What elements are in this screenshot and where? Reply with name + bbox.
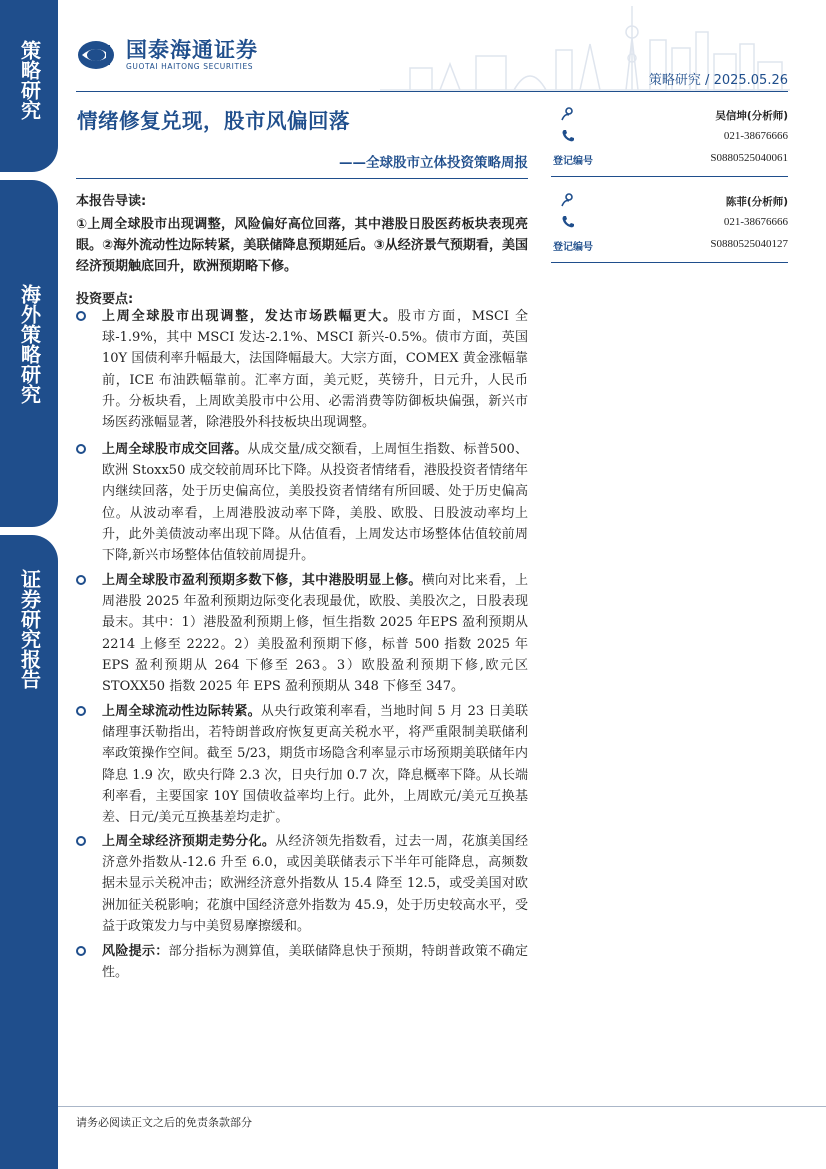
key-point-4 xyxy=(76,701,528,828)
guide-heading: 本报告导读: xyxy=(76,194,147,209)
risk-warning-text: 部分指标为测算值，美联储降息快于预期，特朗普政策不确定性。 xyxy=(102,944,528,981)
bullet-icon xyxy=(76,706,86,716)
bullet-icon xyxy=(76,444,86,454)
report-category-date: 策略研究 / 2025.05.26 xyxy=(648,73,788,88)
title-divider xyxy=(76,178,528,179)
registration-number: S0880525040061 xyxy=(710,152,788,164)
analyst-divider xyxy=(551,176,788,177)
key-point-text: 从央行政策利率看，当地时间 5 月 23 日美联储理事沃勒指出，若特朗普政府恢复更高关税水平，将严重限制美联储利率政策操作空间。截至 5/23，期货市场隐含利率显示市场预期美联储年内降息 1.9 次，欧央行降 2.3 次，日央行加 0.7 次，降息概率下降。从长端利率看，主要国家 10Y 国债收益率均上行。此外，上周欧元/美元互换基差、日元/美元互换基差均走扩。 xyxy=(102,704,528,826)
bullet-icon xyxy=(76,311,86,321)
analyst-name: 吴信坤(分析师) xyxy=(715,110,788,122)
bullet-icon xyxy=(76,836,86,846)
key-point-lead: 上周全球股市盈利预期多数下修，其中港股明显上修。 xyxy=(102,573,422,588)
key-point-text: 股市方面，MSCI 全球-1.9%，其中 MSCI 发达-2.1%、MSCI 新兴-0.5%。债市方面，英国 10Y 国债利率升幅最大，法国降幅最大。大宗方面，COMEX 黄金涨幅靠前，ICE 布油跌幅靠前。汇率方面，美元贬，英镑升，日元升，人民币升。分板块看，上周欧美股市中公用、必需消费等防御板块偏强，新兴市场医药涨幅显著，除港股外科技板块出现调整。 xyxy=(102,309,528,431)
report-title: 情绪修复兑现，股市风偏回落 xyxy=(77,109,350,133)
report-guide xyxy=(76,190,528,277)
logo-name-en: GUOTAI HAITONG SECURITIES xyxy=(126,62,254,71)
key-point-lead: 上周全球股市出现调整，发达市场跌幅更大。 xyxy=(102,309,398,324)
registration-label: 登记编号 xyxy=(553,242,593,253)
bullet-icon xyxy=(76,575,86,585)
key-point-lead: 上周全球股市成交回落。 xyxy=(102,442,248,457)
person-icon xyxy=(561,193,575,207)
key-point-text: 从经济领先指数看，过去一周，花旗美国经济意外指数从-12.6 升至 6.0，或因美联储表示下半年可能降息，高频数据未显示关税冲击；欧洲经济意外指数从 15.4 降至 12.5，或受美国对欧洲加征关税影响；花旗中国经济意外指数为 45.9，处于历史较高水平，受益于政策发力与中美贸易摩擦缓和。 xyxy=(102,834,528,934)
footer-divider xyxy=(58,1106,826,1107)
person-icon xyxy=(561,107,575,121)
key-point-5 xyxy=(76,831,528,937)
key-point-1 xyxy=(76,306,528,433)
guide-text: ①上周全球股市出现调整，风险偏好高位回落，其中港股日股医药板块表现亮眼。②海外流动性边际转紧，美联储降息预期延后。③从经济景气预期看，美国经济预期触底回升，欧洲预期略下修。 xyxy=(76,217,528,274)
logo-name-cn: 国泰海通证券 xyxy=(126,38,258,62)
analyst-card-1 xyxy=(551,106,788,172)
risk-warning-lead: 风险提示： xyxy=(102,944,169,959)
analyst-phone: 021-38676666 xyxy=(723,130,788,142)
analyst-phone: 021-38676666 xyxy=(723,216,788,228)
sidebar-category-report: 证券研究报告 xyxy=(0,535,58,1169)
analyst-divider xyxy=(551,262,788,263)
key-point-text: 从成交量/成交额看，上周恒生指数、标普500、欧洲 Stoxx50 成交较前周环比下降。从投资者情绪看，港股投资者情绪年内继续回落，处于历史偏高位，美股投资者情绪有所回暖、处于历史偏高位。从波动率看，上周港股波动率下降，美股、欧股、日股波动率均上升，此外美债波动率出现下降。从估值看，上周发达市场整体估值较前周下降,新兴市场整体估值较前周提升。 xyxy=(102,442,528,564)
registration-number: S0880525040127 xyxy=(710,238,788,250)
bullet-icon xyxy=(76,946,86,956)
report-subtitle: ——全球股市立体投资策略周报 xyxy=(339,155,528,171)
analyst-name: 陈菲(分析师) xyxy=(725,196,788,208)
key-point-2 xyxy=(76,439,528,566)
registration-label: 登记编号 xyxy=(553,156,593,167)
key-point-lead: 上周全球流动性边际转紧。 xyxy=(102,704,261,719)
analyst-card-2 xyxy=(551,192,788,258)
disclaimer-note: 请务必阅读正文之后的免责条款部分 xyxy=(76,1116,252,1129)
logo-mark-icon xyxy=(76,39,120,71)
points-heading: 投资要点: xyxy=(76,292,134,307)
company-logo xyxy=(76,38,258,72)
header-divider xyxy=(76,91,788,92)
sidebar-category-overseas: 海外策略研究 xyxy=(0,180,58,527)
key-point-3 xyxy=(76,570,528,697)
key-point-lead: 上周全球经济预期走势分化。 xyxy=(102,834,276,849)
risk-warning xyxy=(76,941,528,983)
key-point-text: 横向对比来看，上周港股 2025 年盈利预期边际变化表现最优，欧股、美股次之，日股表现最末。其中：1）港股盈利预期上修，恒生指数 2025 年EPS 盈利预期从 2214 上修至 2222。2）美股盈利预期下修，标普 500 指数 2025 年 EPS 盈利预期从 264 下修至 263。3）欧股盈利预期下修,欧元区 STOXX50 指数 2025 年 EPS 盈利预期从 348 下修至 347。 xyxy=(102,573,528,695)
sidebar-category-strategy: 策略研究 xyxy=(0,0,58,172)
phone-icon xyxy=(561,215,575,229)
phone-icon xyxy=(561,129,575,143)
